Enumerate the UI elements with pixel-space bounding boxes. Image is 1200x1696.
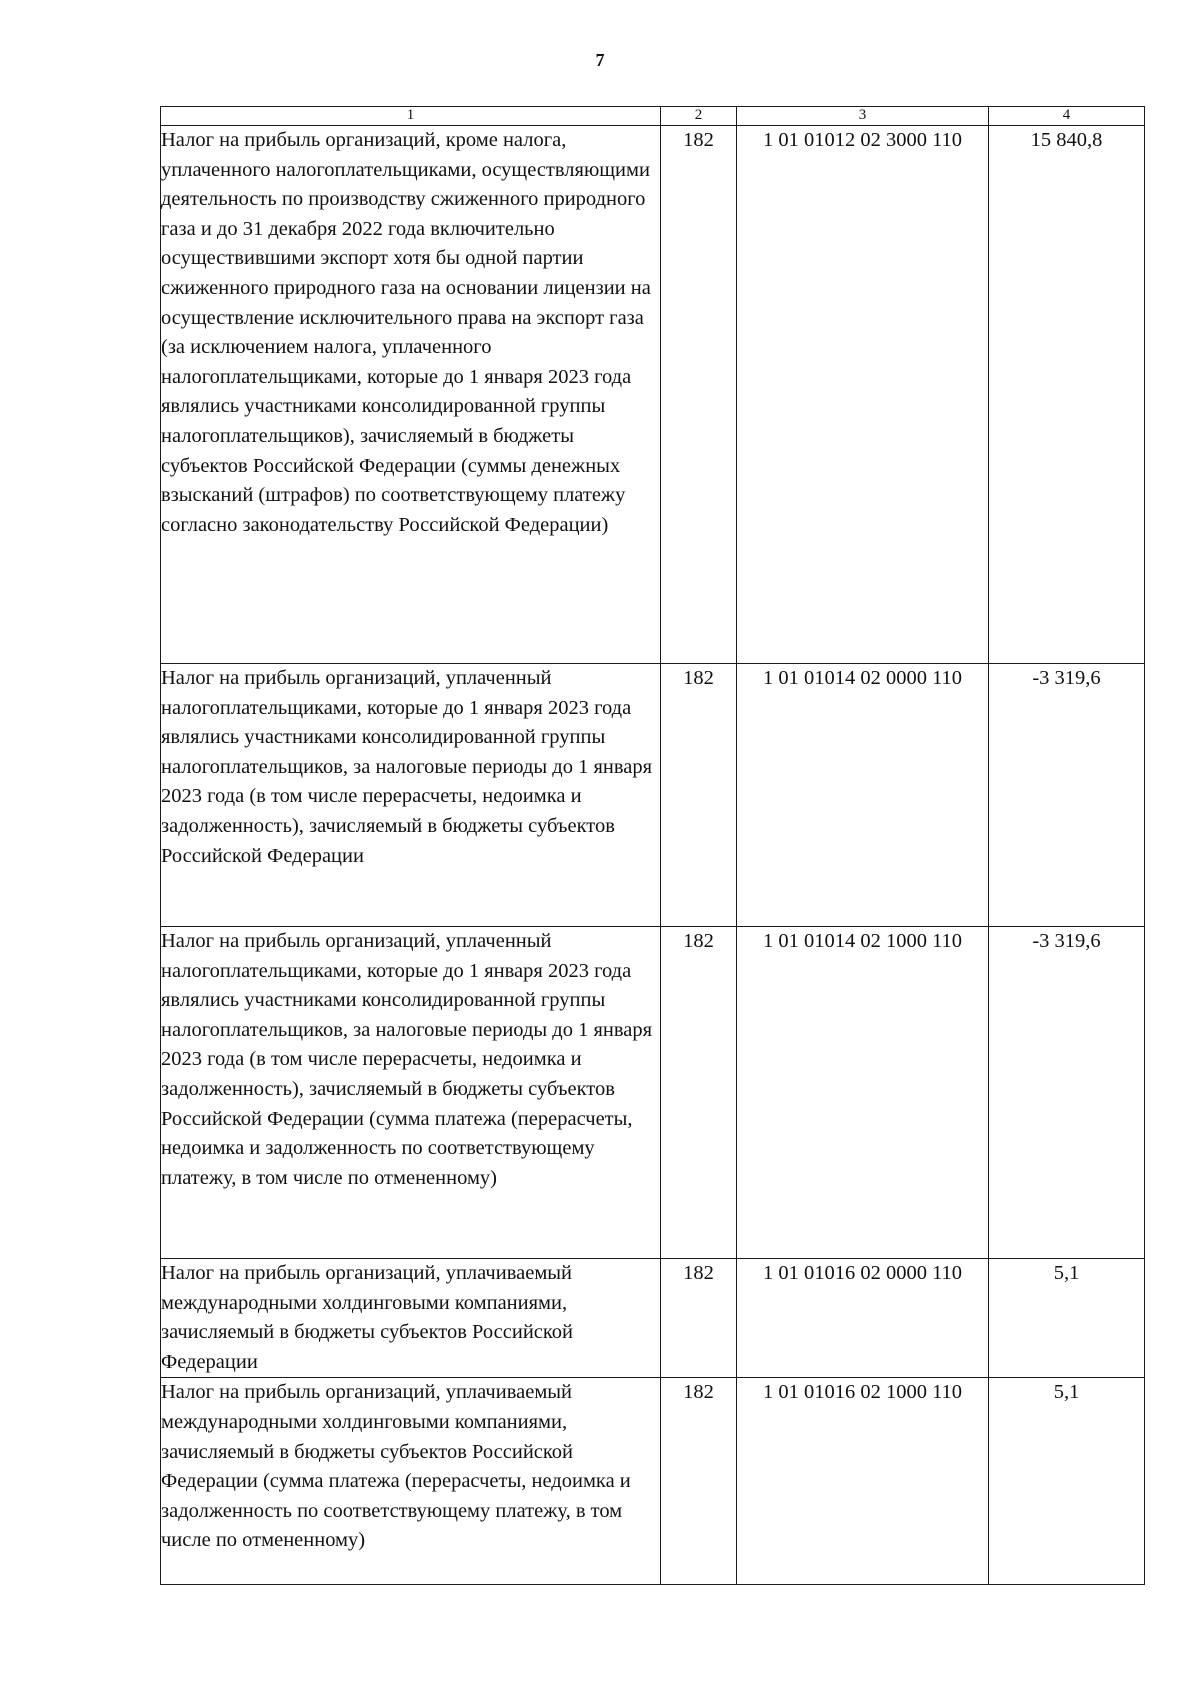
row-admin-code: 182 <box>661 927 737 1259</box>
table-row <box>161 1378 1145 1585</box>
row-admin-code: 182 <box>661 1259 737 1378</box>
column-header-2: 2 <box>661 107 737 126</box>
row-name: Налог на прибыль организаций, уплаченный налогоплательщиками, которые до 1 января 2023 года являлись участниками консолидированной группы налогоплательщиков, за налоговые периоды до 1 января 2023 года (в том числе перерасчеты, недоимка и задолженность), зачисляемый в бюджеты субъектов Российской Федерации (сумма платежа (перерасчеты, недоимка и задолженность по соответствующему платежу, в том числе по отмененному) <box>161 927 661 1259</box>
table-row <box>161 664 1145 927</box>
column-header-4: 4 <box>989 107 1145 126</box>
row-amount: 5,1 <box>989 1378 1145 1585</box>
row-amount: -3 319,6 <box>989 664 1145 927</box>
row-admin-code: 182 <box>661 664 737 927</box>
row-name: Налог на прибыль организаций, уплачиваемый международными холдинговыми компаниями, зачисляемый в бюджеты субъектов Российской Федерации <box>161 1259 661 1378</box>
row-name: Налог на прибыль организаций, кроме налога, уплаченного налогоплательщиками, осуществляющими деятельность по производству сжиженного природного газа и до 31 декабря 2022 года включительно осуществившими экспорт хотя бы одной партии сжиженного природного газа на основании лицензии на осуществление исключительного права на экспорт газа (за исключением налога, уплаченного налогоплательщиками, которые до 1 января 2023 года являлись участниками консолидированной группы налогоплательщиков), зачисляемый в бюджеты субъектов Российской Федерации (суммы денежных взысканий (штрафов) по соответствующему платежу согласно законодательству Российской Федерации) <box>161 126 661 664</box>
column-header-3: 3 <box>737 107 989 126</box>
row-budget-code: 1 01 01014 02 0000 110 <box>737 664 989 927</box>
row-budget-code: 1 01 01014 02 1000 110 <box>737 927 989 1259</box>
row-amount: 15 840,8 <box>989 126 1145 664</box>
row-name: Налог на прибыль организаций, уплаченный налогоплательщиками, которые до 1 января 2023 года являлись участниками консолидированной группы налогоплательщиков, за налоговые периоды до 1 января 2023 года (в том числе перерасчеты, недоимка и задолженность), зачисляемый в бюджеты субъектов Российской Федерации <box>161 664 661 927</box>
row-budget-code: 1 01 01016 02 0000 110 <box>737 1259 989 1378</box>
row-admin-code: 182 <box>661 1378 737 1585</box>
row-budget-code: 1 01 01016 02 1000 110 <box>737 1378 989 1585</box>
row-admin-code: 182 <box>661 126 737 664</box>
table-row <box>161 927 1145 1259</box>
revenue-table <box>160 106 1145 1585</box>
row-budget-code: 1 01 01012 02 3000 110 <box>737 126 989 664</box>
row-name: Налог на прибыль организаций, уплачиваемый международными холдинговыми компаниями, зачисляемый в бюджеты субъектов Российской Федерации (сумма платежа (перерасчеты, недоимка и задолженность по соответствующему платежу, в том числе по отмененному) <box>161 1378 661 1585</box>
column-header-1: 1 <box>161 107 661 126</box>
page-number: 7 <box>595 50 605 70</box>
row-amount: 5,1 <box>989 1259 1145 1378</box>
table-row <box>161 126 1145 664</box>
table-row <box>161 1259 1145 1378</box>
row-amount: -3 319,6 <box>989 927 1145 1259</box>
table-header-row <box>161 107 1145 126</box>
